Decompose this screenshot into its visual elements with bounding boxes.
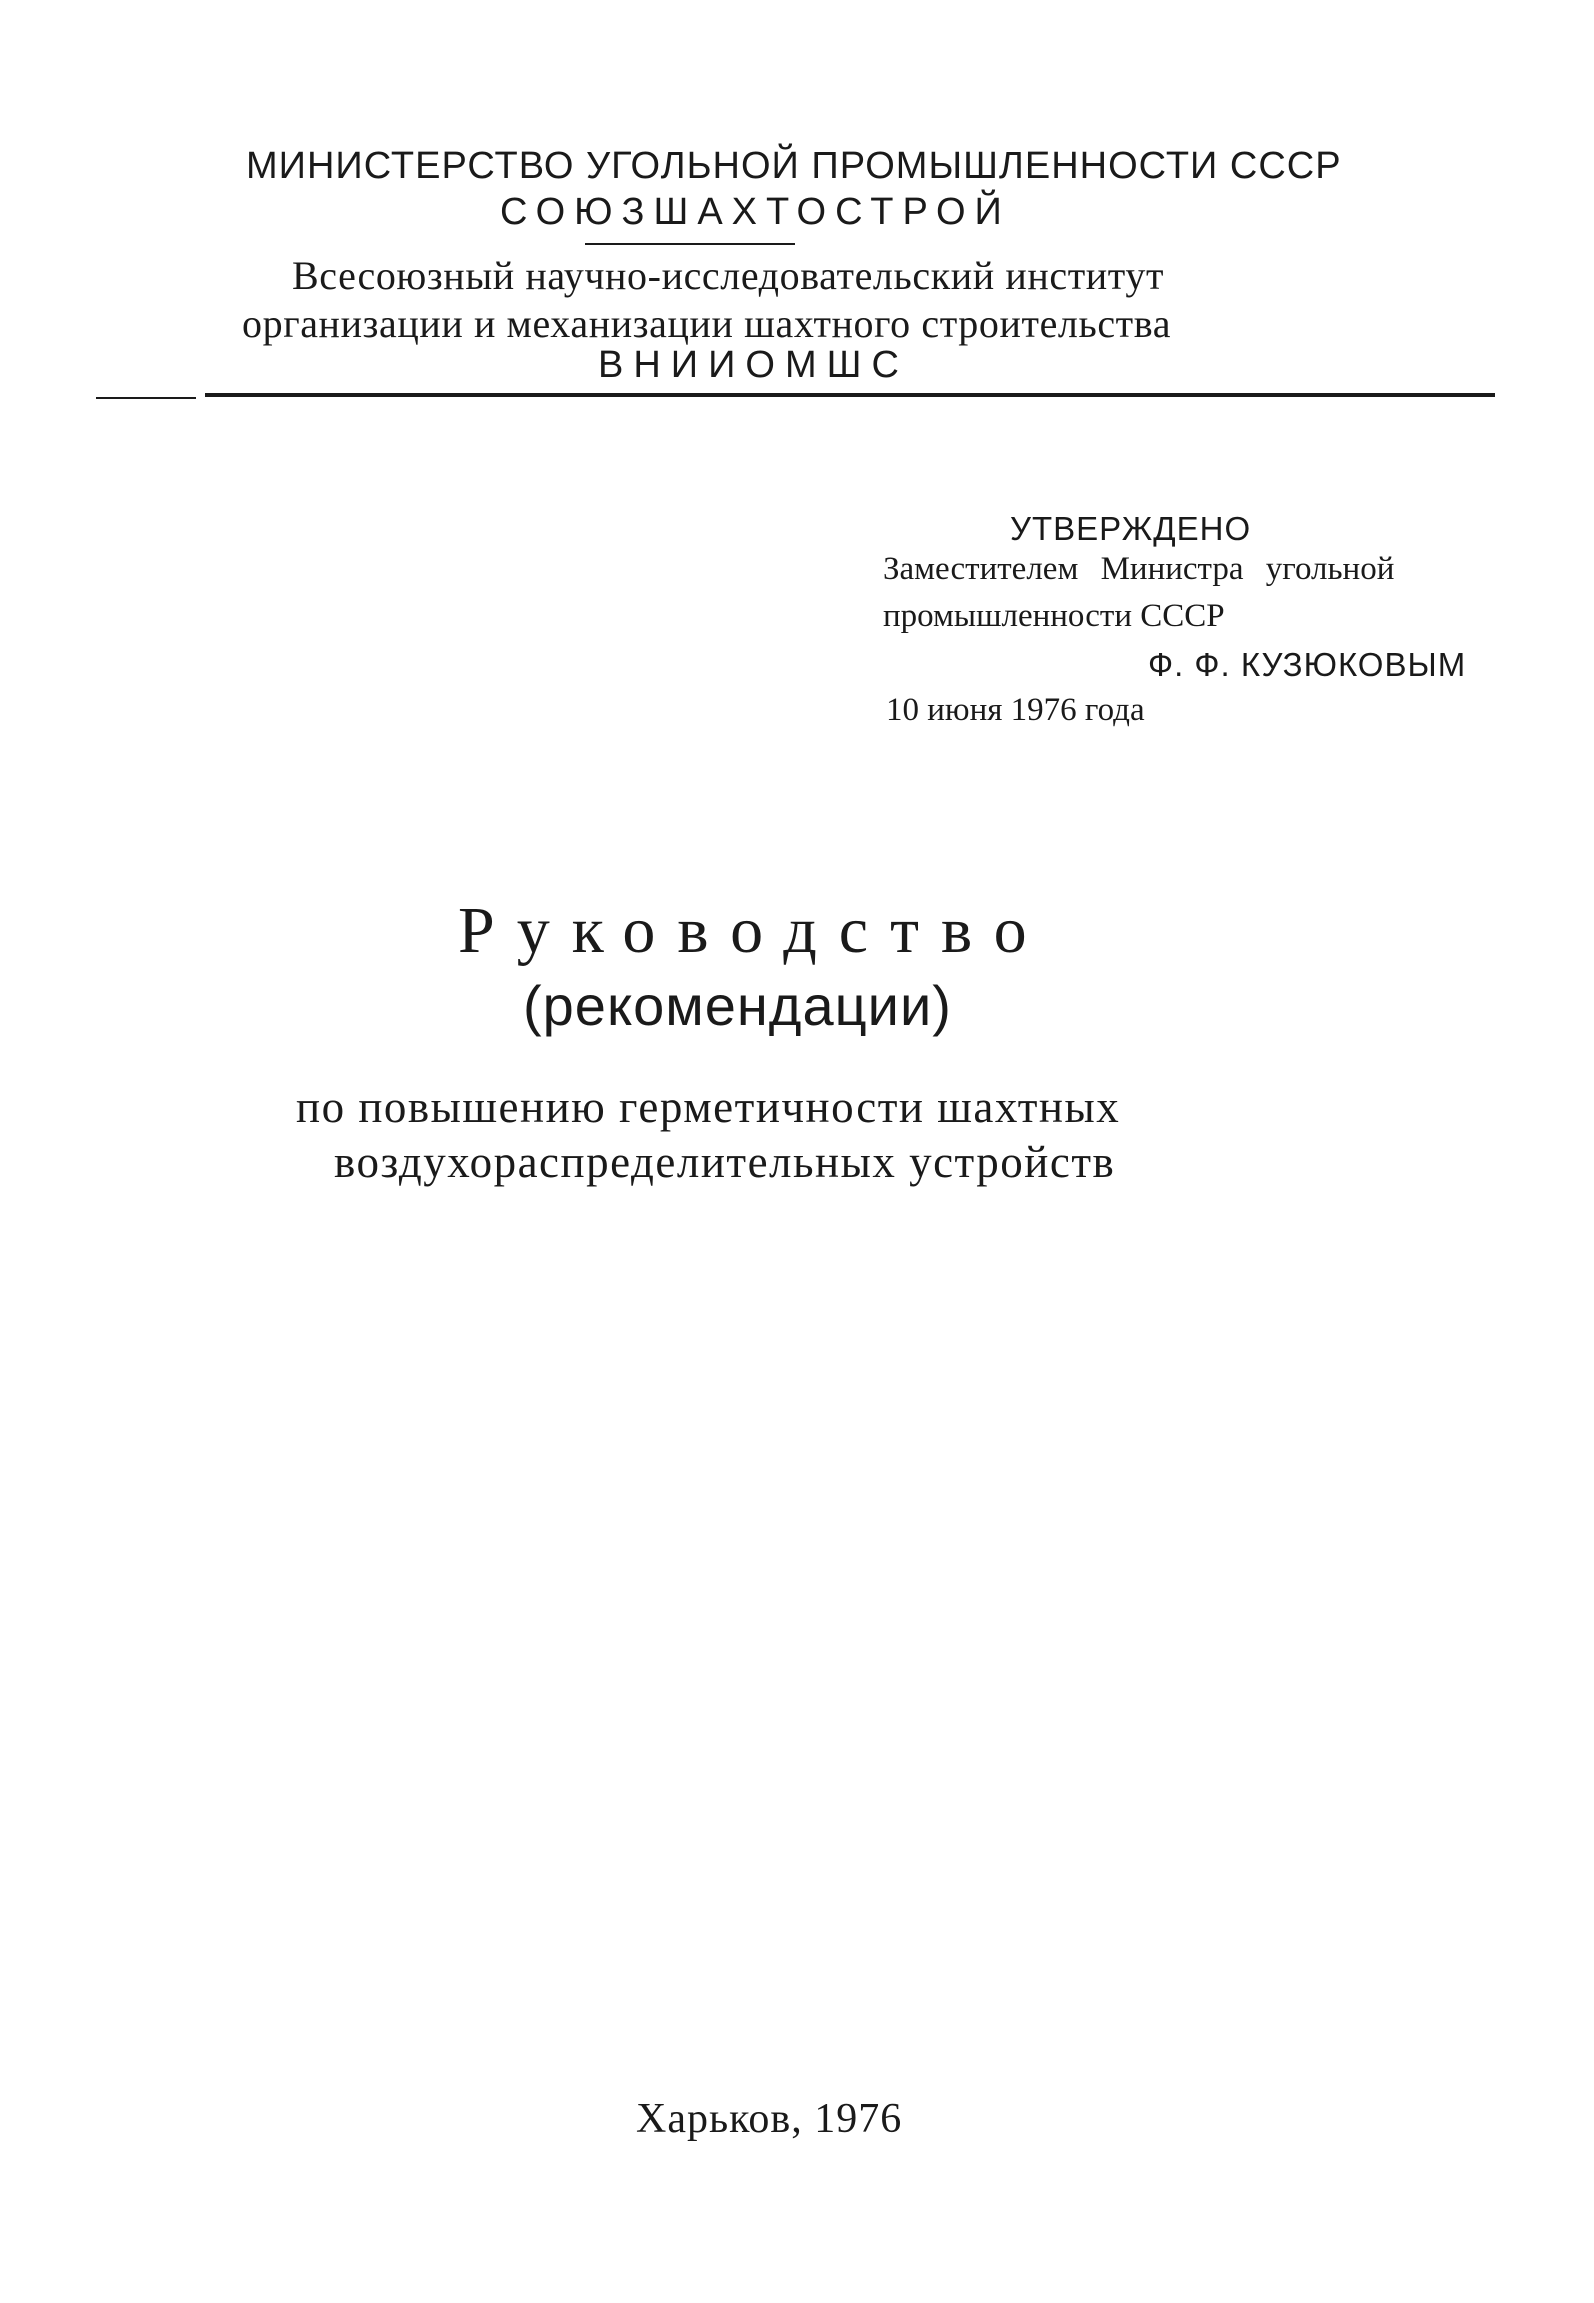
trust-name: СОЮЗШАХТОСТРОЙ xyxy=(500,191,1011,233)
header-divider xyxy=(205,393,1495,397)
header-divider-left xyxy=(96,397,196,399)
document-subtitle: (рекомендации) xyxy=(523,974,952,1037)
institute-name-line-2: организации и механизации шахтного строительства xyxy=(242,301,1172,346)
trust-underline xyxy=(585,243,795,245)
institute-name-line-1: Всесоюзный научно-исследовательский институт xyxy=(292,253,1165,298)
document-description-line-2: воздухораспределительных устройств xyxy=(334,1137,1116,1187)
institute-abbreviation: ВНИИОМШС xyxy=(598,344,909,386)
document-description-line-1: по повышению герметичности шахтных xyxy=(296,1082,1121,1132)
approval-signatory: Ф. Ф. КУЗЮКОВЫМ xyxy=(1148,646,1467,683)
approval-date: 10 июня 1976 года xyxy=(886,692,1145,728)
publication-place-year: Харьков, 1976 xyxy=(636,2096,903,2142)
approval-line-2: промышленности СССР xyxy=(883,598,1225,634)
approval-line-1: Заместителем Министра угольной xyxy=(883,551,1395,587)
approval-heading: УТВЕРЖДЕНО xyxy=(1010,510,1252,547)
ministry-name: МИНИСТЕРСТВО УГОЛЬНОЙ ПРОМЫШЛЕННОСТИ СССР xyxy=(246,145,1342,187)
document-title: Руководство xyxy=(458,894,1049,967)
